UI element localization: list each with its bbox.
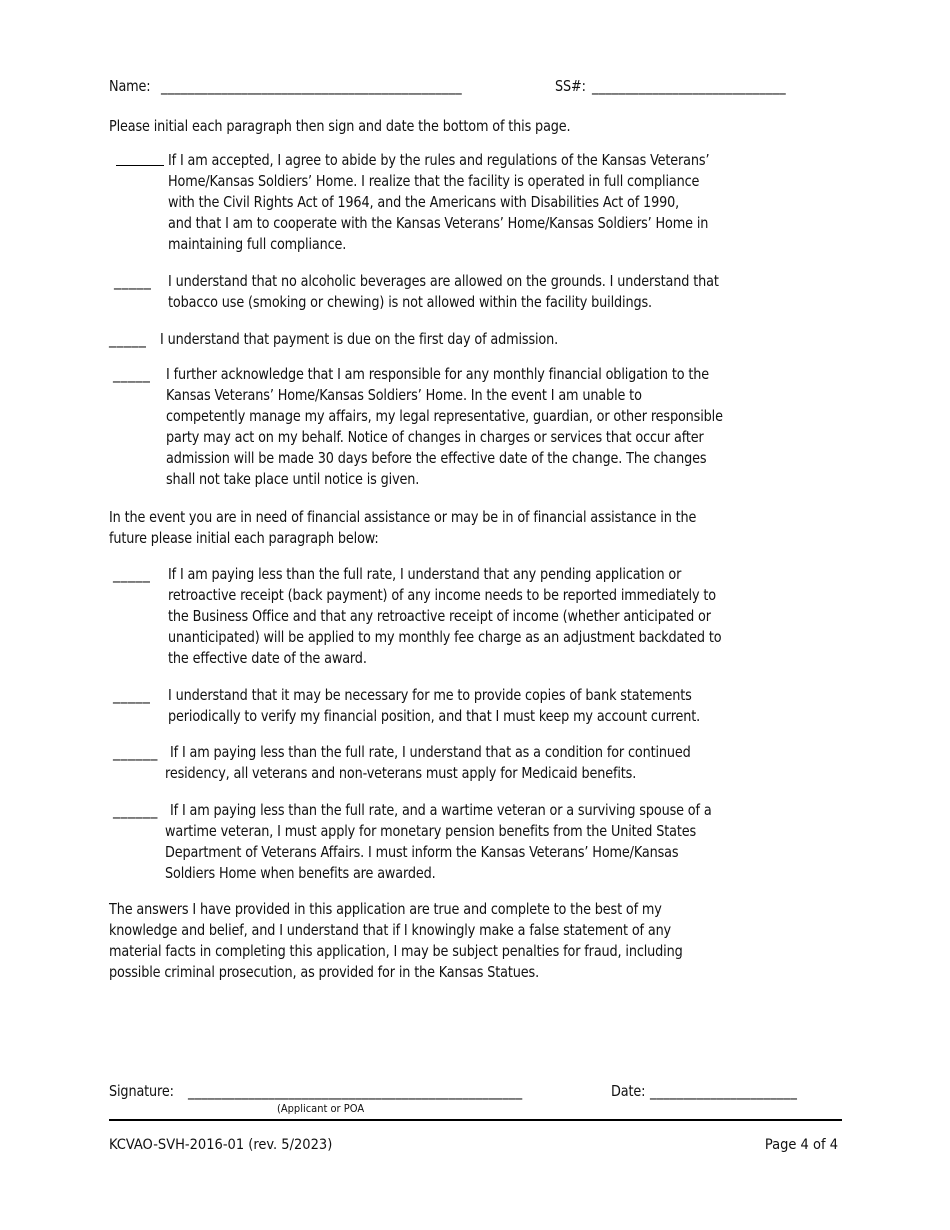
paragraph-text: I further acknowledge that I am responsible for any monthly financial obligation to the Kansas Veterans’ Home/Kansas Soldiers’ Home. In the event I am unable to competently manage my affairs, my legal representative, guardian, or other responsible party may act on my behalf. Notice of changes in charges or services that occur after admission will be made 30 days before the effective date of the change. The changes shall not take place until notice is given. bbox=[166, 365, 723, 488]
attestation-text: The answers I have provided in this application are true and complete to the best of my knowledge and belief, and I understand that if I knowingly make a false statement of any material facts in completing this application, I may be subject penalties for fraud, including possible criminal prosecution, as provided for in the Kansas Statues. bbox=[109, 900, 683, 981]
initial-field[interactable]: _____ bbox=[113, 686, 151, 704]
financial-assistance-intro: In the event you are in need of financial assistance or may be in of financial assistance in the future please initial each paragraph below: bbox=[109, 508, 697, 547]
initial-field[interactable]: _____ bbox=[109, 330, 147, 348]
form-id: KCVAO-SVH-2016-01 (rev. 5/2023) bbox=[109, 1137, 333, 1153]
initial-field[interactable]: _____ bbox=[114, 272, 152, 290]
initial-field[interactable]: _____ bbox=[113, 365, 151, 383]
paragraph-text: If I am paying less than the full rate, I understand that as a condition for continued residency, all veterans and non-veterans must apply for Medicaid benefits. bbox=[165, 743, 691, 782]
initial-field[interactable]: ______ bbox=[113, 801, 158, 819]
footer-divider bbox=[109, 1119, 842, 1121]
paragraph-text: I understand that no alcoholic beverages are allowed on the grounds. I understand that tobacco use (smoking or chewing) is not allowed within the facility buildings. bbox=[168, 272, 719, 311]
paragraph-text: If I am paying less than the full rate, I understand that any pending application or retroactive receipt (back payment) of any income needs to be reported immediately to the Business Office and that any retroactive receipt of income (whether anticipated or unanticipated) will be applied to my monthly fee charge as an adjustment backdated to the effective date of the award. bbox=[168, 565, 722, 667]
signature-label: Signature: bbox=[109, 1082, 174, 1100]
paragraph-text: If I am accepted, I agree to abide by the rules and regulations of the Kansas Veterans’ Home/Kansas Soldiers’ Home. I realize that the facility is operated in full compliance with the Civil Rights Act of 1964, and the Americans with Disabilities Act of 1990, and that I am to cooperate with the Kansas Veterans’ Home/Kansas Soldiers’ Home in maintaining full compliance. bbox=[168, 151, 710, 253]
date-label: Date: bbox=[611, 1082, 646, 1100]
ss-label: SS#: bbox=[555, 77, 586, 95]
instruction-text: Please initial each paragraph then sign and date the bottom of this page. bbox=[109, 117, 571, 135]
initial-field[interactable]: ______ bbox=[113, 743, 158, 761]
initial-field[interactable] bbox=[116, 165, 164, 166]
name-label: Name: bbox=[109, 77, 151, 95]
date-field[interactable]: ______________________ bbox=[650, 1082, 798, 1100]
initial-field[interactable]: _____ bbox=[113, 565, 151, 583]
ss-field[interactable]: _____________________________ bbox=[592, 77, 786, 95]
page-number: Page 4 of 4 bbox=[764, 1137, 838, 1153]
signature-field[interactable]: __________________________________________________ bbox=[188, 1082, 523, 1100]
paragraph-text: If I am paying less than the full rate, and a wartime veteran or a surviving spouse of a wartime veteran, I must apply for monetary pension benefits from the United States Department of Veterans Affairs. I must inform the Kansas Veterans’ Home/Kansas Soldiers Home when benefits are awarded. bbox=[165, 801, 712, 882]
paragraph-text: I understand that payment is due on the first day of admission. bbox=[160, 330, 559, 348]
paragraph-text: I understand that it may be necessary for me to provide copies of bank statements periodically to verify my financial position, and that I must keep my account current. bbox=[168, 686, 701, 725]
name-field[interactable]: _____________________________________________ bbox=[161, 77, 462, 95]
signature-caption: (Applicant or POA bbox=[277, 1102, 365, 1115]
